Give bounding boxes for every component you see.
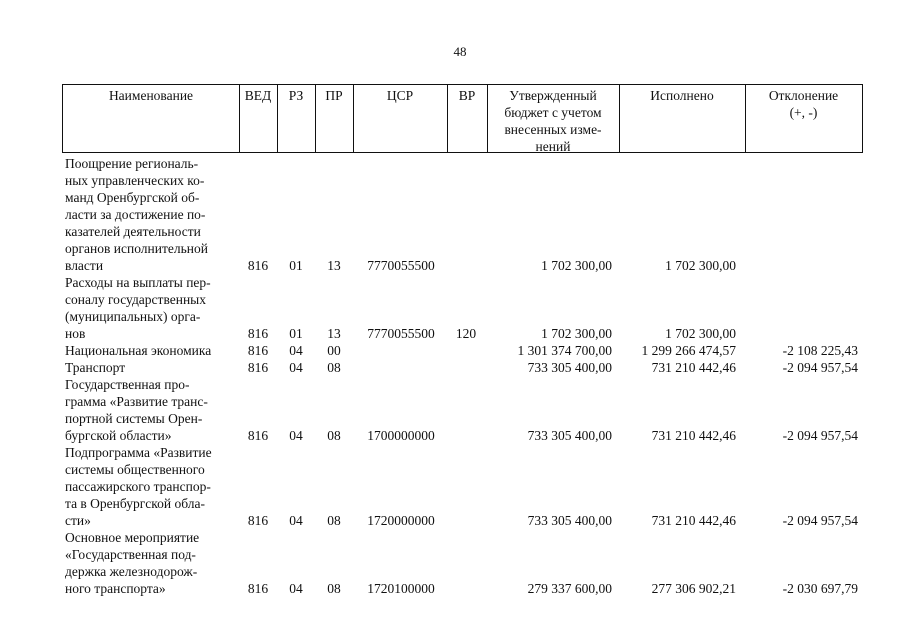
header-approved-line: бюджет с учетом	[504, 105, 602, 120]
cell-executed: 277 306 902,21	[651, 581, 736, 596]
cell-csr: 1720100000	[367, 581, 435, 596]
name-line: та в Оренбургской обла-	[65, 496, 206, 511]
name-line: Поощрение региональ-	[65, 156, 199, 171]
cell-csr: 1700000000	[367, 428, 435, 443]
header-deviation	[745, 87, 862, 121]
page-number: 48	[453, 44, 467, 59]
name-line: бургской области»	[65, 428, 172, 443]
cell-executed: 731 210 442,46	[651, 428, 736, 443]
name-line: «Государственная под-	[65, 547, 196, 562]
cell-csr: 1720000000	[367, 513, 435, 528]
name-line: соналу государственных	[65, 292, 206, 307]
name-line: ного транспорта»	[65, 581, 166, 596]
name-line: Государственная про-	[65, 377, 190, 392]
cell-approved: 1 702 300,00	[541, 258, 612, 273]
name-line: манд Оренбургской об-	[65, 190, 200, 205]
row-name	[65, 376, 237, 444]
name-line: Подпрограмма «Развитие	[65, 445, 212, 460]
header-approved	[487, 87, 619, 155]
name-line: власти	[65, 258, 104, 273]
cell-ved: 816	[247, 360, 269, 375]
cell-approved: 733 305 400,00	[527, 513, 612, 528]
cell-pr: 13	[327, 326, 341, 341]
header-deviation-line: (+, -)	[789, 105, 818, 120]
name-line: грамма «Развитие транс-	[65, 394, 208, 409]
row-name	[65, 155, 237, 274]
cell-pr: 13	[327, 258, 341, 273]
header-deviation-line: Отклонение	[768, 88, 839, 103]
header-vr: ВР	[458, 88, 476, 103]
name-line: (муниципальных) орга-	[65, 309, 201, 324]
cell-pr: 00	[327, 343, 341, 358]
cell-rz: 01	[289, 258, 303, 273]
cell-approved: 1 702 300,00	[541, 326, 612, 341]
cell-executed: 731 210 442,46	[651, 360, 736, 375]
cell-approved: 279 337 600,00	[527, 581, 612, 596]
name-line: Транспорт	[65, 360, 126, 375]
name-line: ных управленческих ко-	[65, 173, 205, 188]
row-name	[65, 274, 237, 342]
cell-ved: 816	[247, 428, 269, 443]
cell-deviation: -2 094 957,54	[782, 513, 858, 528]
name-line: органов исполнительной	[65, 241, 208, 256]
cell-ved: 816	[247, 581, 269, 596]
cell-csr: 7770055500	[367, 258, 435, 273]
cell-executed: 1 702 300,00	[665, 326, 736, 341]
cell-ved: 816	[247, 326, 269, 341]
header-rz: РЗ	[288, 88, 304, 103]
cell-rz: 04	[289, 343, 303, 358]
name-line: Основное мероприятие	[65, 530, 200, 545]
header-csr: ЦСР	[386, 88, 414, 103]
name-line: портной системы Орен-	[65, 411, 203, 426]
row-name	[65, 359, 237, 376]
header-approved-line: нений	[535, 139, 571, 154]
cell-approved: 733 305 400,00	[527, 360, 612, 375]
cell-deviation: -2 094 957,54	[782, 428, 858, 443]
cell-pr: 08	[327, 360, 341, 375]
header-pr: ПР	[325, 88, 343, 103]
cell-approved: 733 305 400,00	[527, 428, 612, 443]
cell-rz: 04	[289, 513, 303, 528]
name-line: сти»	[65, 513, 91, 528]
cell-csr: 7770055500	[367, 326, 435, 341]
name-line: Национальная экономика	[65, 343, 212, 358]
header-executed: Исполнено	[650, 88, 714, 103]
cell-deviation: -2 030 697,79	[782, 581, 858, 596]
cell-ved: 816	[247, 343, 269, 358]
cell-vr: 120	[455, 326, 477, 341]
row-name	[65, 342, 237, 359]
cell-deviation: -2 094 957,54	[782, 360, 858, 375]
cell-approved: 1 301 374 700,00	[517, 343, 612, 358]
cell-rz: 04	[289, 428, 303, 443]
cell-rz: 01	[289, 326, 303, 341]
cell-pr: 08	[327, 428, 341, 443]
header-name: Наименование	[108, 88, 194, 103]
name-line: нов	[65, 326, 86, 341]
cell-executed: 1 702 300,00	[665, 258, 736, 273]
header-approved-line: внесенных изме-	[504, 122, 602, 137]
name-line: ласти за достижение по-	[65, 207, 206, 222]
cell-pr: 08	[327, 581, 341, 596]
header-approved-line: Утвержденный	[509, 88, 597, 103]
name-line: казателей деятельности	[65, 224, 201, 239]
name-line: системы общественного	[65, 462, 205, 477]
cell-rz: 04	[289, 360, 303, 375]
cell-deviation: -2 108 225,43	[782, 343, 858, 358]
header-ved: ВЕД	[244, 88, 272, 103]
cell-pr: 08	[327, 513, 341, 528]
name-line: пассажирского транспор-	[65, 479, 211, 494]
cell-rz: 04	[289, 581, 303, 596]
row-name	[65, 444, 237, 529]
cell-executed: 731 210 442,46	[651, 513, 736, 528]
table-header	[62, 84, 863, 153]
row-name	[65, 529, 237, 597]
name-line: держка железнодорож-	[65, 564, 198, 579]
cell-ved: 816	[247, 258, 269, 273]
cell-ved: 816	[247, 513, 269, 528]
cell-executed: 1 299 266 474,57	[641, 343, 736, 358]
name-line: Расходы на выплаты пер-	[65, 275, 211, 290]
